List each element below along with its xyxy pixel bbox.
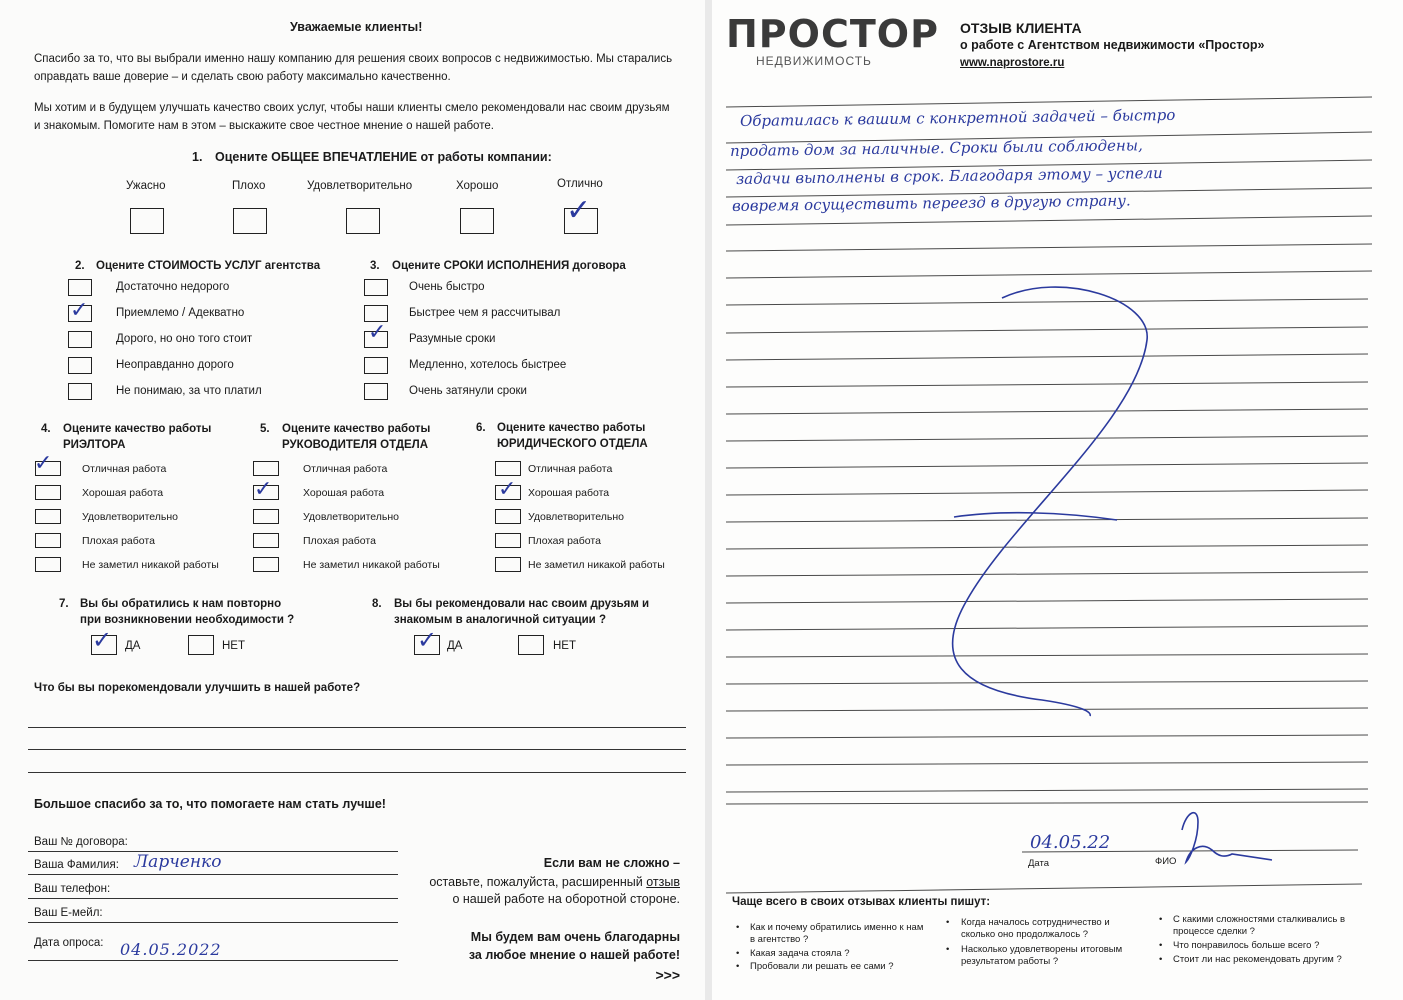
q2-option-label: Дорого, но оно того стоит xyxy=(116,333,253,345)
q3-option-label: Быстрее чем я рассчитывал xyxy=(409,307,561,319)
q3-title: Оцените СРОКИ ИСПОЛНЕНИЯ договора xyxy=(392,260,626,272)
q3-checkbox[interactable] xyxy=(364,279,388,296)
fio-caption: ФИО xyxy=(1155,856,1177,867)
q4-checkbox[interactable] xyxy=(35,509,61,524)
survey-date-value: 04.05.2022 xyxy=(120,940,222,959)
q8-number: 8. xyxy=(372,598,382,610)
hint-text: С какими сложностями сталкивались в процессе сделки ? xyxy=(1173,914,1346,937)
q4-option-label: Удовлетворительно xyxy=(82,511,179,523)
q4-title: Оцените качество работы xyxy=(63,423,212,435)
contract-label: Ваш № договора: xyxy=(34,836,128,848)
q6-subject: ЮРИДИЧЕСКОГО ОТДЕЛА xyxy=(497,438,648,450)
q1-option-label: Ужасно xyxy=(126,180,166,192)
gratitude-line: Мы будем вам очень благодарны xyxy=(470,930,680,944)
q3-checkbox[interactable] xyxy=(364,383,388,400)
q1-option-label: Удовлетворительно xyxy=(307,180,413,192)
q2-checkbox[interactable] xyxy=(68,331,92,348)
hint-text: Когда началось сотрудничество и сколько оно продолжалось ? xyxy=(961,917,1110,940)
q5-subject: РУКОВОДИТЕЛЯ ОТДЕЛА xyxy=(282,439,429,451)
review-page-back xyxy=(712,0,1403,1000)
hint-text: Как и почему обратились именно к нам в агентство ? xyxy=(750,922,924,945)
signed-date: 04.05.22 xyxy=(1030,832,1111,853)
hint-bullet: • xyxy=(1159,940,1163,951)
answer-line[interactable] xyxy=(28,772,686,773)
q6-checkbox[interactable] xyxy=(495,557,521,572)
hint-text: Что понравилось больше всего ? xyxy=(1173,940,1320,951)
q2-option-label: Достаточно недорого xyxy=(116,281,230,293)
checkmark-icon: ✓ xyxy=(92,626,113,654)
q1-option-label: Плохо xyxy=(232,180,266,192)
q6-option-label: Хорошая работа xyxy=(528,487,610,499)
q7-yes-label: ДА xyxy=(125,640,141,652)
answer-line[interactable] xyxy=(28,727,686,728)
surname-label: Ваша Фамилия: xyxy=(34,859,119,871)
q1-option-label: Отлично xyxy=(557,178,603,190)
q5-option-label: Отличная работа xyxy=(303,463,388,475)
hint-text: Какая задача стояла ? xyxy=(750,948,850,959)
hint-bullet: • xyxy=(946,944,950,955)
q5-option-label: Не заметил никакой работы xyxy=(303,559,440,571)
review-line: продать дом за наличные. Сроки были соблюдены, xyxy=(729,136,1143,160)
q6-option-label: Плохая работа xyxy=(528,535,601,547)
q6-option-label: Не заметил никакой работы xyxy=(528,559,665,571)
q2-option-label: Не понимаю, за что платил xyxy=(116,385,262,397)
q4-option-label: Не заметил никакой работы xyxy=(82,559,219,571)
q8-no-label: НЕТ xyxy=(553,640,576,652)
q5-checkbox[interactable] xyxy=(253,509,279,524)
q1-option-label: Хорошо xyxy=(456,180,499,192)
q3-checkbox[interactable] xyxy=(364,357,388,374)
hint-text: Пробовали ли решать ее сами ? xyxy=(750,961,894,972)
q1-checkbox[interactable] xyxy=(346,208,380,234)
hint-bullet: • xyxy=(736,961,740,972)
answer-line[interactable] xyxy=(28,749,686,750)
hint-text: Стоит ли нас рекомендовать другим ? xyxy=(1173,954,1342,965)
hint-bullet: • xyxy=(736,922,740,933)
thanks-text: Большое спасибо за то, что помогаете нам стать лучше! xyxy=(34,797,386,811)
checkmark-icon: ✓ xyxy=(34,451,53,476)
hint-bullet: • xyxy=(1159,914,1163,925)
q3-option-label: Разумные сроки xyxy=(409,333,496,345)
review-link[interactable]: отзыв xyxy=(646,875,680,889)
q5-checkbox[interactable] xyxy=(253,557,279,572)
q6-option-label: Удовлетворительно xyxy=(528,511,625,523)
q3-option-label: Очень быстро xyxy=(409,281,485,293)
q4-subject: РИЭЛТОРА xyxy=(63,439,126,451)
q7-number: 7. xyxy=(59,598,69,610)
q1-title: Оцените ОБЩЕЕ ВПЕЧАТЛЕНИЕ от работы компании: xyxy=(215,150,552,164)
review-subtitle: о работе с Агентством недвижимости «Простор» xyxy=(960,38,1265,52)
q5-checkbox[interactable] xyxy=(253,533,279,548)
surname-value: Ларченко xyxy=(134,852,222,872)
q3-number: 3. xyxy=(370,260,380,272)
checkmark-icon: ✓ xyxy=(498,477,517,502)
date-caption: Дата xyxy=(1028,858,1050,869)
email-field[interactable] xyxy=(28,922,398,923)
q6-checkbox[interactable] xyxy=(495,461,521,476)
q6-checkbox[interactable] xyxy=(495,509,521,524)
q6-number: 6. xyxy=(476,422,486,434)
strikethrough-mark xyxy=(953,287,1148,716)
side-note-line: о нашей работе на оборотной стороне. xyxy=(452,892,680,906)
email-label: Ваш Е-мейл: xyxy=(34,907,103,919)
logo-wordmark: ПРОСТОР xyxy=(726,12,939,56)
q2-number: 2. xyxy=(75,260,85,272)
review-line: вовремя осуществить переезд в другую страну. xyxy=(731,191,1131,215)
checkmark-icon: ✓ xyxy=(254,477,273,502)
q4-checkbox[interactable] xyxy=(35,557,61,572)
q7-title-line2: при возникновении необходимости ? xyxy=(80,614,295,626)
side-note-heading: Если вам не сложно – xyxy=(543,856,680,870)
q6-checkbox[interactable] xyxy=(495,533,521,548)
website-link[interactable]: www.naprostore.ru xyxy=(960,57,1065,69)
q5-option-label: Плохая работа xyxy=(303,535,376,547)
q7-no-label: НЕТ xyxy=(222,640,245,652)
arrows-icon: >>> xyxy=(655,967,680,983)
phone-field[interactable] xyxy=(28,898,398,899)
side-note-text: оставьте, пожалуйста, расширенный xyxy=(429,875,647,889)
logo-subtitle: НЕДВИЖИМОСТЬ xyxy=(756,54,872,68)
q4-option-label: Хорошая работа xyxy=(82,487,164,499)
q4-option-label: Плохая работа xyxy=(82,535,155,547)
q8-yes-label: ДА xyxy=(447,640,463,652)
side-note-line xyxy=(400,875,680,889)
q8-title: Вы бы рекомендовали нас своим друзьям и xyxy=(394,598,650,610)
q5-number: 5. xyxy=(260,423,270,435)
q4-checkbox[interactable] xyxy=(35,485,61,500)
checkmark-icon: ✓ xyxy=(70,298,89,323)
q2-option-label: Приемлемо / Адекватно xyxy=(116,307,245,319)
q2-checkbox[interactable] xyxy=(68,279,92,296)
q5-title: Оцените качество работы xyxy=(282,423,431,435)
hint-bullet: • xyxy=(946,917,950,928)
date-label: Дата опроса: xyxy=(34,937,104,949)
checkmark-icon: ✓ xyxy=(417,626,438,654)
q2-option-label: Неоправданно дорого xyxy=(116,359,234,371)
phone-label: Ваш телефон: xyxy=(34,883,111,895)
q5-option-label: Удовлетворительно xyxy=(303,511,400,523)
q2-checkbox[interactable] xyxy=(68,383,92,400)
checkmark-icon: ✓ xyxy=(566,193,592,228)
review-line: задачи выполнены в срок. Благодаря этому – успели xyxy=(735,164,1163,188)
q6-title: Оцените качество работы xyxy=(497,422,646,434)
q1-checkbox[interactable] xyxy=(460,208,494,234)
q4-option-label: Отличная работа xyxy=(82,463,167,475)
strikethrough-mark xyxy=(954,513,1117,520)
q8-title-line2: знакомым в аналогичной ситуации ? xyxy=(394,614,606,626)
q7-no-checkbox[interactable] xyxy=(188,635,214,655)
signature-mark xyxy=(1182,813,1272,862)
hint-bullet: • xyxy=(736,948,740,959)
q3-option-label: Очень затянули сроки xyxy=(409,385,527,397)
q5-option-label: Хорошая работа xyxy=(303,487,385,499)
gratitude-line: за любое мнение о нашей работе! xyxy=(468,948,680,962)
date-field[interactable] xyxy=(28,960,398,961)
intro-paragraph-2: Мы хотим и в будущем улучшать качество своих услуг, чтобы наши клиенты смело рекомендовали нас своим друзьям и знакомым. Помогите нам в этом – выскажите свое честное мнение о нашей работе. xyxy=(34,102,670,132)
q7-title: Вы бы обратились к нам повторно xyxy=(80,598,282,610)
hints-title: Чаще всего в своих отзывах клиенты пишут: xyxy=(732,896,991,908)
q2-title: Оцените СТОИМОСТЬ УСЛУГ агентства xyxy=(96,260,321,272)
greeting-heading: Уважаемые клиенты! xyxy=(290,20,423,34)
q1-checkbox[interactable] xyxy=(130,208,164,234)
q8-no-checkbox[interactable] xyxy=(518,635,544,655)
q5-checkbox[interactable] xyxy=(253,461,279,476)
q3-option-label: Медленно, хотелось быстрее xyxy=(409,359,567,371)
improve-question: Что бы вы порекомендовали улучшить в нашей работе? xyxy=(34,682,361,694)
hint-bullet: • xyxy=(1159,954,1163,965)
q1-checkbox[interactable] xyxy=(233,208,267,234)
q2-checkbox[interactable] xyxy=(68,357,92,374)
surname-field[interactable] xyxy=(28,874,398,875)
review-title: ОТЗЫВ КЛИЕНТА xyxy=(960,20,1082,36)
q4-number: 4. xyxy=(41,423,51,435)
hint-text: Насколько удовлетворены итоговым результатом работы ? xyxy=(961,944,1123,967)
checkmark-icon: ✓ xyxy=(368,320,387,345)
q4-checkbox[interactable] xyxy=(35,533,61,548)
q6-option-label: Отличная работа xyxy=(528,463,613,475)
q1-number: 1. xyxy=(192,150,203,164)
intro-paragraph-1: Спасибо за то, что вы выбрали именно нашу компанию для решения своих вопросов с недвижимостью. Мы старались оправдать ваше доверие – и сделать свою работу максимально качественно. xyxy=(34,53,673,83)
review-line: Обратилась к вашим с конкретной задачей – быстро xyxy=(739,105,1176,130)
